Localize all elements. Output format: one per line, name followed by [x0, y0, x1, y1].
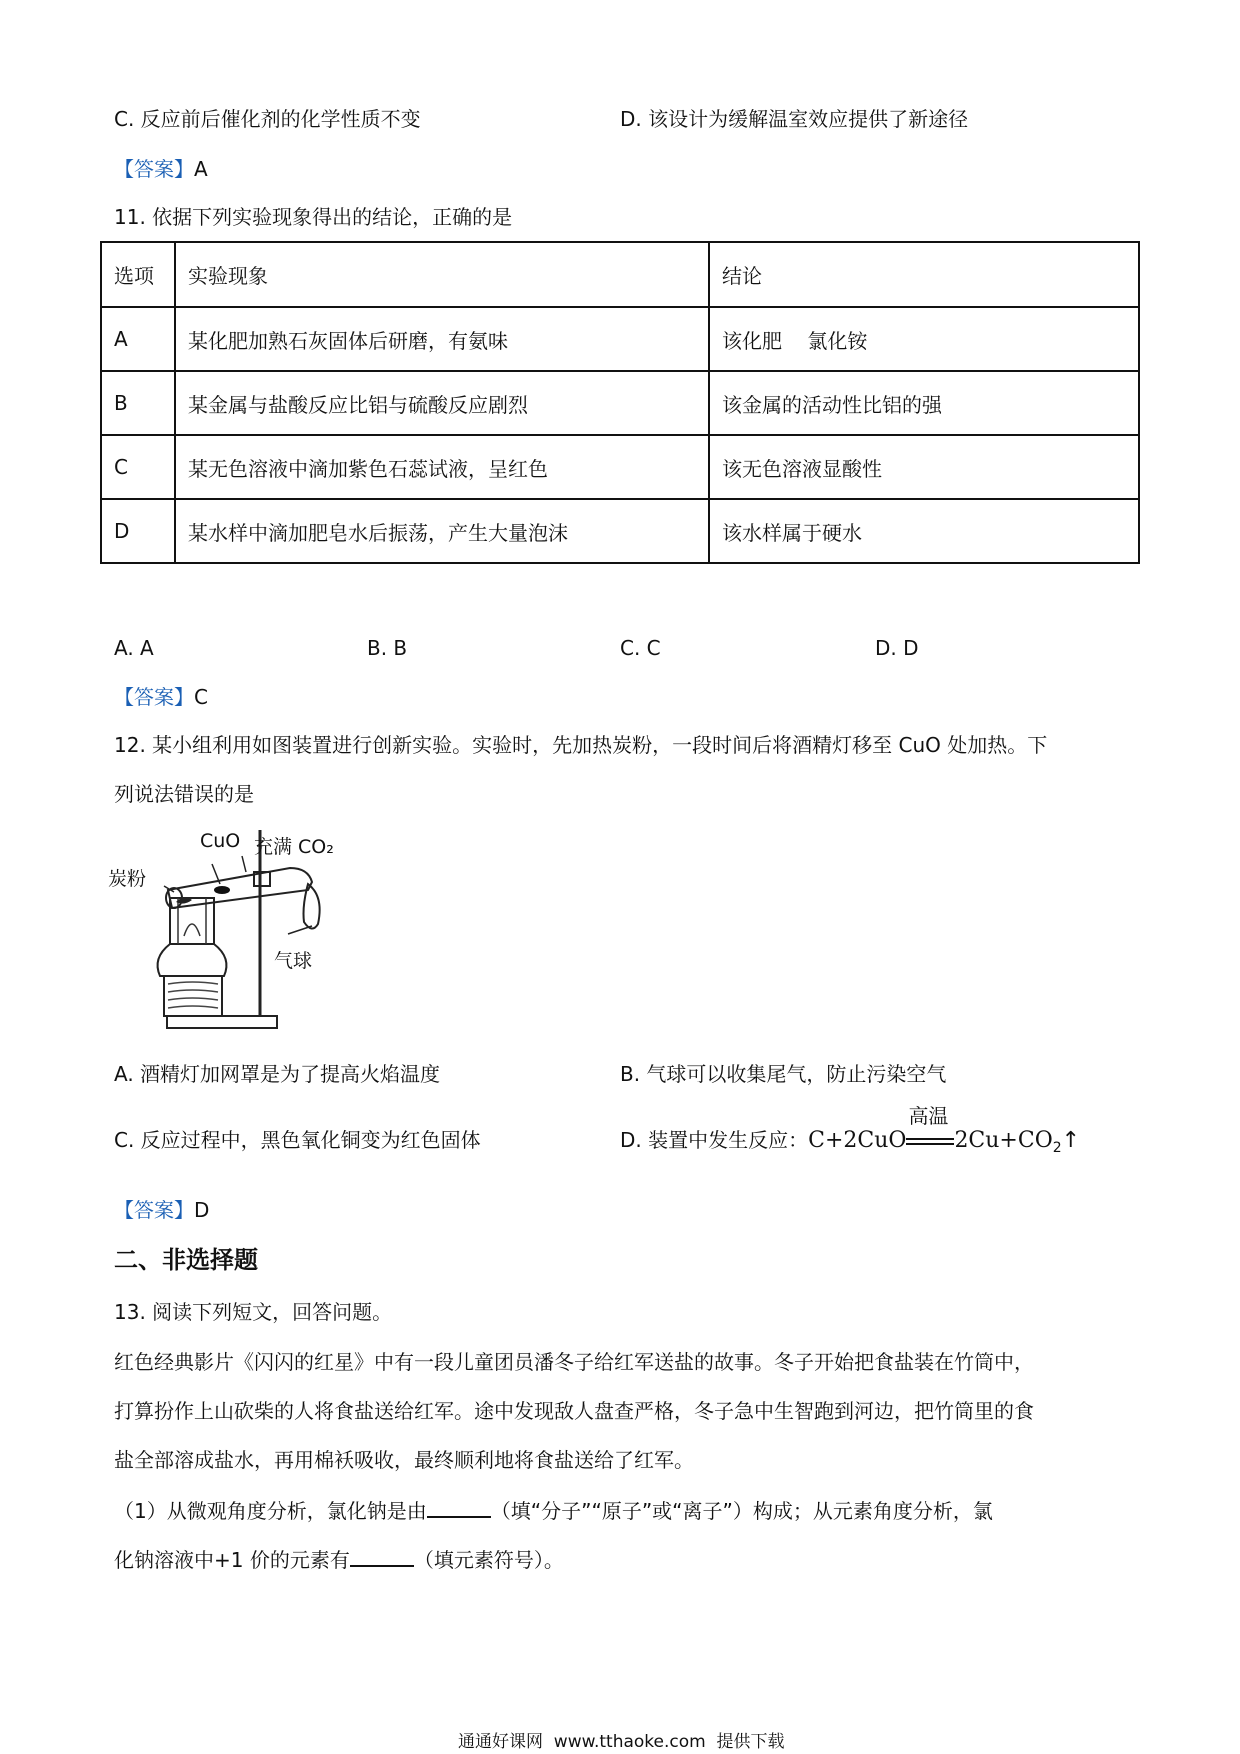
table-row — [101, 371, 1139, 435]
equation-arrow: ↑ — [1061, 1128, 1081, 1153]
table-cell: C — [101, 435, 175, 499]
table-cell: 该金属的活动性比铝的强 — [709, 371, 1139, 435]
q12-stem-line1: 12. 某小组利用如图装置进行创新实验。实验时，先加热炭粉，一段时间后将酒精灯移至 CuO 处加热。下 — [114, 733, 1048, 757]
q13-para-line1: 红色经典影片《闪闪的红星》中有一段儿童团员潘冬子给红军送盐的故事。冬子开始把食盐装在竹筒中， — [114, 1350, 1034, 1374]
table-cell: 该化肥 氯化铵 — [709, 307, 1139, 371]
experiment-table — [100, 241, 1140, 564]
q10-option-c: C. 反应前后催化剂的化学性质不变 — [114, 107, 421, 131]
q12-answer — [114, 1196, 209, 1224]
apparatus-figure — [108, 826, 352, 1036]
label-co2: 充满 CO₂ — [254, 836, 334, 858]
label-balloon: 气球 — [274, 950, 313, 972]
q12-option-a: A. 酒精灯加网罩是为了提高火焰温度 — [114, 1062, 441, 1086]
q13-sub1-text-a: （1）从微观角度分析，氯化钠是由 — [114, 1499, 427, 1523]
table-row — [101, 307, 1139, 371]
table-header-row — [101, 242, 1139, 307]
table-cell: A — [101, 307, 175, 371]
q11-option-b: B. B — [367, 636, 408, 660]
table-row — [101, 435, 1139, 499]
q13-para-line3: 盐全部溶成盐水，再用棉袄吸收，最终顺利地将食盐送给了红军。 — [114, 1448, 694, 1472]
q10-option-d: D. 该设计为缓解温室效应提供了新途径 — [620, 107, 969, 131]
q11-stem: 11. 依据下列实验现象得出的结论，正确的是 — [114, 205, 513, 229]
equation-right: 2Cu+CO — [954, 1128, 1053, 1153]
q12-stem-line2: 列说法错误的是 — [114, 782, 254, 806]
table-cell: 该水样属于硬水 — [709, 499, 1139, 563]
table-cell: B — [101, 371, 175, 435]
q13-sub1-line1 — [114, 1496, 993, 1525]
table-header-cell: 实验现象 — [175, 242, 709, 307]
option-d-prefix: D. 装置中发生反应： — [620, 1128, 809, 1152]
label-carbon: 炭粉 — [108, 868, 147, 890]
equation-condition: 高温 — [908, 1103, 949, 1128]
table-cell: 某金属与盐酸反应比铝与硫酸反应剧烈 — [175, 371, 709, 435]
q13-para-line2: 打算扮作上山砍柴的人将食盐送给红军。途中发现敌人盘查严格，冬子急中生智跑到河边，把竹筒里的食 — [114, 1399, 1034, 1423]
answer-blank[interactable] — [427, 1496, 491, 1518]
table-header-cell: 结论 — [709, 242, 1139, 307]
answer-value: D — [194, 1198, 210, 1222]
q13-sub1-text-d: （填元素符号）。 — [413, 1548, 564, 1572]
table-cell: 某水样中滴加肥皂水后振荡，产生大量泡沫 — [175, 499, 709, 563]
q11-option-c: C. C — [620, 636, 661, 660]
answer-blank[interactable] — [350, 1545, 414, 1567]
section-title: 二、非选择题 — [114, 1246, 258, 1274]
answer-tag: 【答案】 — [114, 685, 194, 709]
q13-sub1-text-c: 化钠溶液中+1 价的元素有 — [114, 1548, 350, 1572]
answer-tag: 【答案】 — [114, 157, 194, 181]
table-cell: 某化肥加熟石灰固体后研磨，有氨味 — [175, 307, 709, 371]
table-cell: D — [101, 499, 175, 563]
q12-option-b: B. 气球可以收集尾气，防止污染空气 — [620, 1062, 947, 1086]
q11-answer — [114, 683, 208, 711]
q12-option-d — [620, 1103, 1081, 1162]
table-header-cell: 选项 — [101, 242, 175, 307]
table-row — [101, 499, 1139, 563]
answer-value: C — [194, 685, 208, 709]
footer-text: 通通好课网 www.tthaoke.com 提供下载 — [458, 1732, 785, 1752]
q13-stem: 13. 阅读下列短文，回答问题。 — [114, 1300, 393, 1324]
table-cell: 该无色溶液显酸性 — [709, 435, 1139, 499]
q12-option-c: C. 反应过程中，黑色氧化铜变为红色固体 — [114, 1128, 481, 1152]
table-cell: 某无色溶液中滴加紫色石蕊试液，呈红色 — [175, 435, 709, 499]
equation-equals — [906, 1103, 954, 1152]
equation-subscript: 2 — [1052, 1140, 1062, 1156]
q13-sub1-line2 — [114, 1545, 564, 1574]
q11-option-d: D. D — [875, 636, 919, 660]
q10-answer — [114, 155, 208, 183]
answer-tag: 【答案】 — [114, 1198, 194, 1222]
equation-left: C+2CuO — [808, 1128, 907, 1153]
label-cuo: CuO — [200, 830, 241, 852]
q13-sub1-text-b: （填“分子”“原子”或“离子”）构成；从元素角度分析，氯 — [490, 1499, 993, 1523]
answer-value: A — [194, 157, 208, 181]
q11-option-a: A. A — [114, 636, 154, 660]
